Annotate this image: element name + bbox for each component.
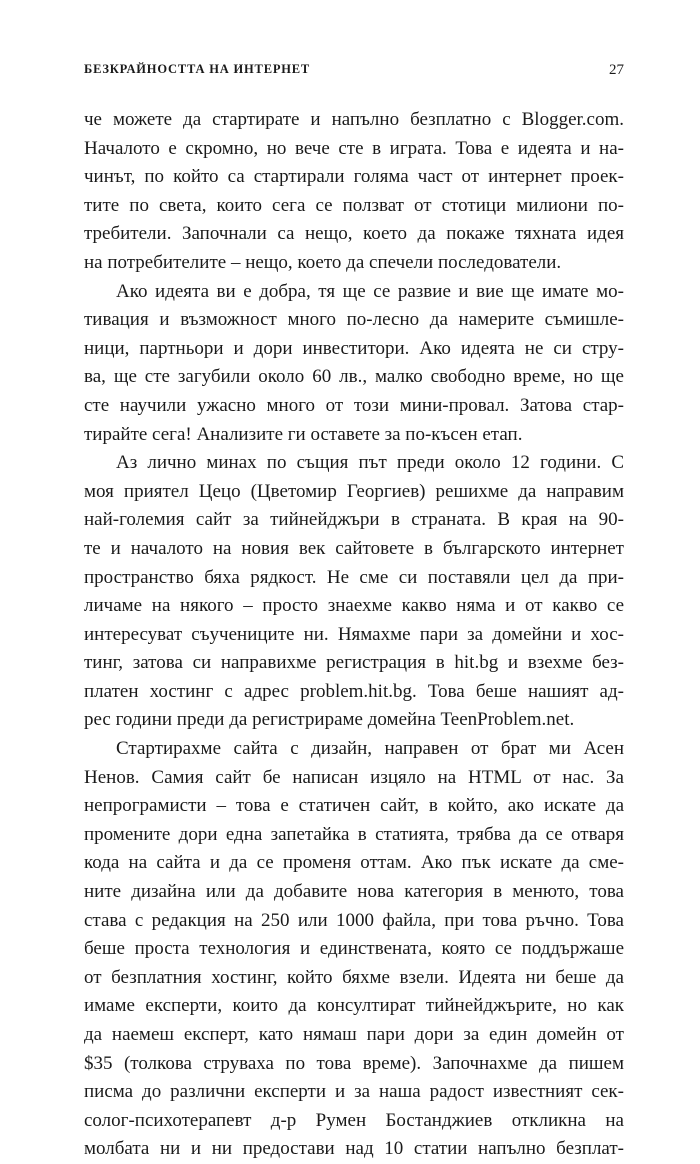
text-line: Ако идеята ви е добра, тя ще се развие и вие ще имате мо- [116,280,624,302]
text-line: имаме експерти, които да консултират тийнейджърите, но как [84,995,624,1017]
text-line: тинг, затова си направихме регистрация в hit.bg и взехме без- [84,652,624,674]
text-line: от безплатния хостинг, който бяхме взели. Идеята ни беше да [84,966,624,988]
text-line: ва, ще сте загубили около 60 лв., малко свободно време, но ще [84,366,624,388]
text-line: става с редакция на 250 или 1000 файла, при това ръчно. Това [84,909,624,931]
text-line: платен хостинг с адрес problem.hit.bg. Това беше нашият ад- [84,680,624,702]
text-line: моя приятел Цецо (Цветомир Георгиев) решихме да направим [84,480,624,502]
text-line: непрограмисти – това е статичен сайт, в който, ако искате да [84,795,624,817]
text-line: тирайте сега! Анализите ги оставете за по-късен етап. [84,423,523,445]
text-line: тите по света, които сега се ползват от стотици милиони по- [84,194,624,216]
text-line: че можете да стартирате и напълно безплатно с Blogger.com. [84,109,624,130]
running-head [84,62,624,82]
text-line: Аз лично минах по същия път преди около 12 години. С [116,452,624,474]
text-line: интересуват съучениците ни. Нямахме пари за домейни и хос- [84,623,624,645]
text-line: Началото е скромно, но вече сте в играта. Това е идеята и на- [84,137,624,159]
text-line: на потребителите – нещо, което да спечели последователи. [84,251,562,273]
text-line: рес години преди да регистрираме домейна TeenProblem.net. [84,709,575,731]
text-line: ници, партньори и дори инвеститори. Ако идеята не си стру- [84,337,624,359]
text-line: писма до различни експерти и за наша радост известният сек- [84,1081,624,1103]
text-line: требители. Започнали са нещо, което да покаже тяхната идея [84,223,624,245]
text-line: чинът, по който са стартирали голяма част от интернет проек- [84,166,624,188]
text-line: личаме на някого – просто знаехме какво няма и от какво се [84,595,624,617]
text-line: тивация и възможност много по-лесно да намерите съмишле- [84,309,624,331]
text-line: Ненов. Самия сайт бе написан изцяло на HTML от нас. За [84,766,624,788]
text-line: кода на сайта и да се променя оттам. Ако пък искате да сме- [84,852,624,874]
text-line: да наемеш експерт, като нямаш пари дори за един домейн от [84,1024,624,1045]
text-line: сте научили ужасно много от този мини-провал. Затова стар- [84,394,624,416]
text-line: ните дизайна или да добавите нова категория в менюто, това [84,881,624,903]
text-line: солог-психотерапевт д-р Румен Бостанджиев откликна на [84,1109,624,1131]
text-line: $35 (толкова струваха по това време). Започнахме да пишем [84,1052,624,1074]
text-line: молбата ни и ни предостави над 10 статии напълно безплат- [84,1138,624,1160]
running-head-title: БЕЗКРАЙНОСТТА НА ИНТЕРНЕТ [84,62,311,76]
text-line: беше проста технология и единствената, която се поддържаше [84,938,624,960]
text-line: Стартирахме сайта с дизайн, направен от брат ми Асен [116,738,624,760]
text-line: най-големия сайт за тийнейджъри в страната. В края на 90- [84,509,624,531]
text-line: промените дори една запетайка в статията, трябва да се отваря [84,823,624,845]
text-line: те и началото на новия век сайтовете в българското интернет [84,537,624,559]
text-line: пространство бяха рядкост. Не сме си поставяли цел да при- [84,566,624,588]
body-text [84,106,624,1164]
page-number: 27 [609,62,624,78]
